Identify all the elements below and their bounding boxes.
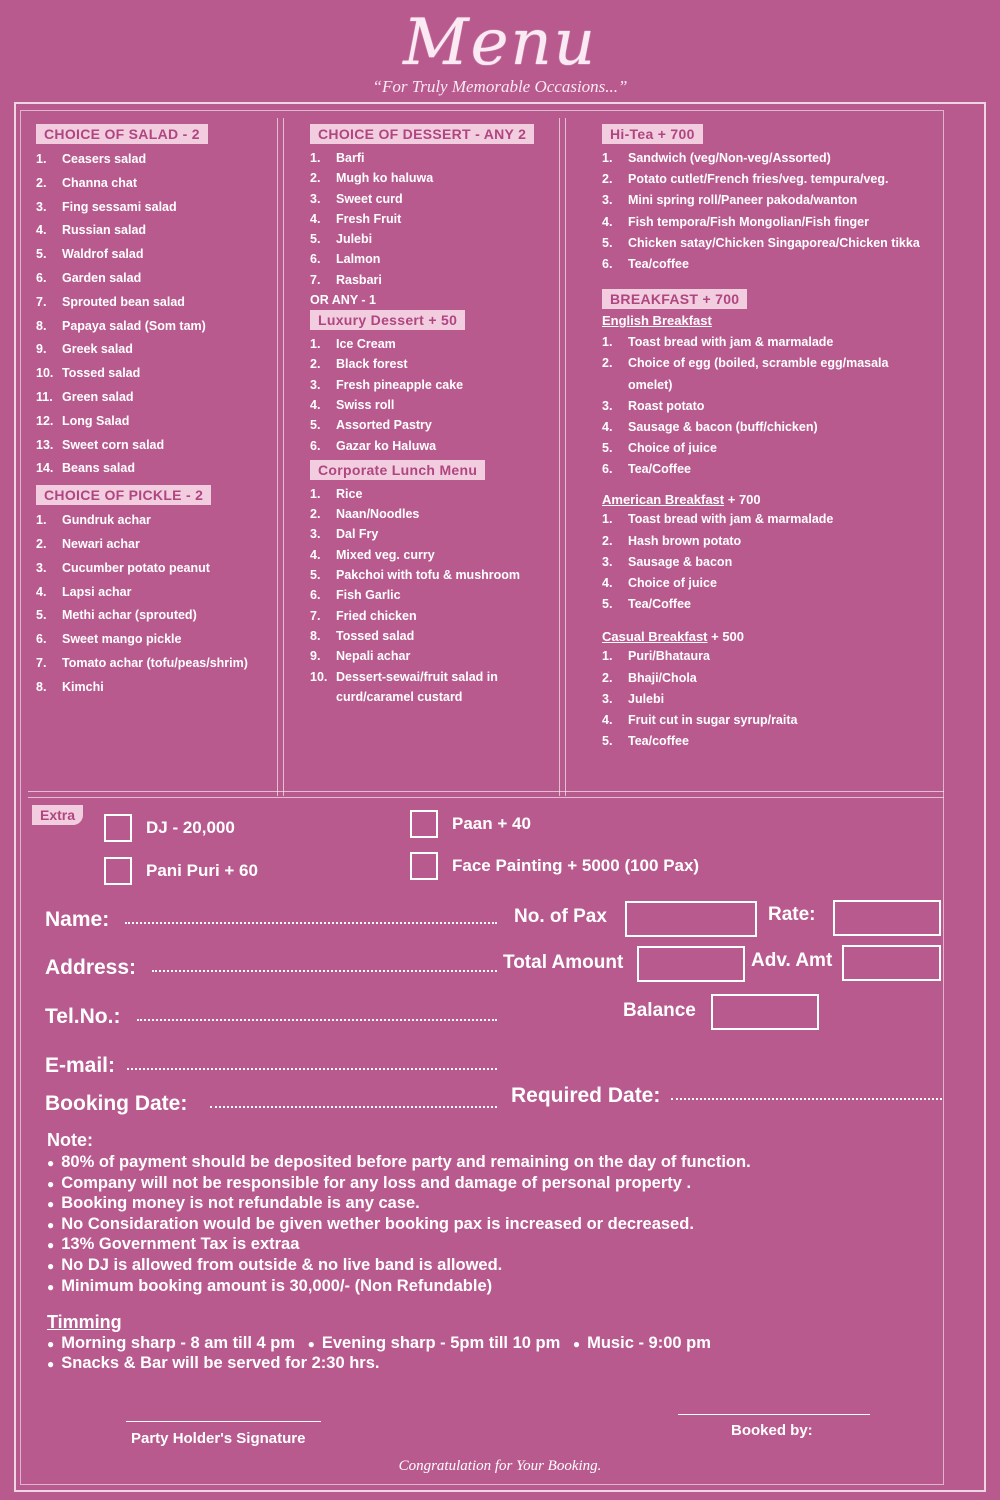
item-number: 5. bbox=[310, 418, 321, 433]
list-item bbox=[602, 169, 942, 190]
extra-dj bbox=[104, 814, 235, 842]
item-text: Fresh Fruit bbox=[336, 211, 402, 226]
item-number: 2. bbox=[310, 507, 321, 522]
item-text: Gundruk achar bbox=[62, 513, 151, 528]
email-field[interactable] bbox=[127, 1066, 497, 1070]
item-number: 4. bbox=[602, 576, 613, 590]
list-item bbox=[602, 190, 942, 211]
item-text: Ceasers salad bbox=[62, 152, 147, 166]
item-text: Swiss roll bbox=[336, 397, 395, 412]
note-heading: Note: bbox=[47, 1130, 93, 1150]
list-item bbox=[310, 395, 560, 415]
item-text: Ice Cream bbox=[336, 337, 396, 352]
item-number: 5. bbox=[602, 734, 613, 749]
list-item bbox=[36, 148, 274, 172]
list-item bbox=[36, 196, 274, 220]
item-number: 3. bbox=[310, 191, 321, 206]
casual-breakfast-price: + 500 bbox=[711, 629, 745, 645]
item-text: Nepali achar bbox=[336, 649, 411, 664]
list-item bbox=[36, 604, 274, 628]
salad-list bbox=[36, 148, 274, 481]
pani-puri-label: Pani Puri + 60 bbox=[146, 861, 258, 880]
item-text: Gazar ko Haluwa bbox=[336, 438, 437, 453]
item-text: Chicken satay/Chicken Singaporea/Chicken tikka bbox=[628, 235, 920, 250]
item-text: Naan/Noodles bbox=[336, 507, 420, 522]
column-divider bbox=[277, 118, 284, 796]
total-amount-box[interactable] bbox=[637, 946, 745, 982]
item-text: Lalmon bbox=[336, 252, 381, 267]
list-item bbox=[36, 267, 274, 291]
item-number: 1. bbox=[602, 335, 613, 350]
item-text: Mini spring roll/Paneer pakoda/wanton bbox=[628, 193, 858, 208]
breakfast-heading: BREAKFAST + 700 bbox=[602, 289, 747, 309]
salad-heading: CHOICE OF SALAD - 2 bbox=[36, 124, 208, 144]
item-text: Sausage & bacon bbox=[628, 554, 733, 569]
list-item bbox=[310, 545, 560, 565]
item-number: 1. bbox=[310, 151, 321, 165]
list-item bbox=[36, 386, 274, 410]
menu-header bbox=[0, 5, 1000, 97]
timing-morning: ● Morning sharp - 8 am till 4 pm bbox=[47, 1334, 295, 1352]
paan-checkbox[interactable] bbox=[410, 810, 438, 838]
hi-tea-heading: Hi-Tea + 700 bbox=[602, 124, 703, 144]
item-number: 5. bbox=[602, 597, 613, 612]
item-text: Russian salad bbox=[62, 223, 147, 238]
timing-snacks: ● Snacks & Bar will be served for 2:30 hrs. bbox=[47, 1354, 379, 1372]
party-holder-signature-label: Party Holder's Signature bbox=[131, 1430, 306, 1447]
item-number: 1. bbox=[310, 337, 321, 352]
list-item bbox=[310, 209, 560, 229]
item-text: Fish tempora/Fish Mongolian/Fish finger bbox=[628, 214, 869, 229]
item-number: 6. bbox=[602, 462, 613, 477]
list-item bbox=[602, 689, 942, 710]
name-field[interactable] bbox=[125, 920, 497, 924]
item-text: Tea/coffee bbox=[628, 734, 689, 749]
item-number: 2. bbox=[602, 356, 613, 371]
item-number: 2. bbox=[36, 175, 47, 190]
item-number: 7. bbox=[310, 608, 321, 623]
list-item bbox=[36, 410, 274, 434]
item-text: Fing sessami salad bbox=[62, 199, 177, 214]
item-text: Green salad bbox=[62, 389, 134, 404]
item-number: 2. bbox=[602, 172, 613, 187]
list-item bbox=[310, 524, 560, 544]
item-number: 7. bbox=[36, 655, 47, 670]
adv-amt-box[interactable] bbox=[842, 945, 941, 981]
american-breakfast-header bbox=[602, 492, 942, 507]
item-text: curd/caramel custard bbox=[336, 689, 463, 704]
list-item bbox=[602, 233, 942, 254]
list-item bbox=[310, 270, 560, 290]
item-number: 3. bbox=[602, 398, 613, 413]
list-item bbox=[310, 354, 560, 374]
item-text: Choice of egg (boiled, scramble egg/masala bbox=[628, 356, 889, 371]
list-item bbox=[310, 148, 560, 168]
tel-label: Tel.No.: bbox=[45, 1005, 121, 1028]
list-item bbox=[602, 417, 942, 438]
list-item bbox=[36, 172, 274, 196]
list-item bbox=[602, 573, 942, 594]
pani-puri-checkbox[interactable] bbox=[104, 857, 132, 885]
extra-face-painting bbox=[410, 852, 699, 880]
item-number: 5. bbox=[36, 608, 47, 623]
item-text: Dessert-sewai/fruit salad in bbox=[336, 669, 498, 684]
list-item bbox=[310, 626, 560, 646]
booked-by-label: Booked by: bbox=[731, 1422, 813, 1439]
face-painting-checkbox[interactable] bbox=[410, 852, 438, 880]
timing-line bbox=[47, 1334, 719, 1353]
item-text: Tea/coffee bbox=[628, 256, 689, 271]
dessert-heading: CHOICE OF DESSERT - ANY 2 bbox=[310, 124, 534, 144]
item-number: 14. bbox=[36, 461, 54, 476]
adv-amt-label: Adv. Amt bbox=[751, 950, 833, 971]
item-number: 11. bbox=[36, 389, 53, 404]
booking-date-label: Booking Date: bbox=[45, 1092, 188, 1115]
list-item bbox=[36, 557, 274, 581]
name-label: Name: bbox=[45, 908, 110, 931]
item-number: 4. bbox=[36, 223, 47, 238]
item-number: 4. bbox=[36, 584, 47, 599]
item-number: 3. bbox=[310, 527, 321, 542]
list-item bbox=[310, 606, 560, 626]
item-number: 6. bbox=[36, 270, 47, 285]
list-item bbox=[310, 504, 560, 524]
luxury-dessert-heading: Luxury Dessert + 50 bbox=[310, 310, 465, 330]
item-text: Tossed salad bbox=[62, 366, 141, 381]
list-item bbox=[36, 315, 274, 339]
list-item bbox=[36, 362, 274, 386]
rate-box[interactable] bbox=[833, 900, 941, 936]
list-item bbox=[310, 667, 560, 687]
address-field[interactable] bbox=[152, 968, 497, 972]
item-number: 4. bbox=[310, 211, 321, 226]
corporate-lunch-list bbox=[310, 484, 560, 707]
casual-breakfast-header bbox=[602, 629, 942, 644]
item-text: Sausage & bacon (buff/chicken) bbox=[628, 419, 818, 434]
item-text: Bhaji/Chola bbox=[628, 670, 697, 685]
item-number: 3. bbox=[602, 691, 613, 706]
item-number: 3. bbox=[36, 560, 47, 575]
note-item: ● Booking money is not refundable is any case. bbox=[47, 1193, 751, 1214]
list-item bbox=[310, 375, 560, 395]
list-item bbox=[36, 219, 274, 243]
item-number bbox=[602, 375, 628, 396]
required-date-label: Required Date: bbox=[511, 1084, 661, 1107]
item-text: Julebi bbox=[628, 691, 665, 706]
item-number: 6. bbox=[310, 252, 321, 267]
note-item: ● No DJ is allowed from outside & no live band is allowed. bbox=[47, 1255, 751, 1276]
item-number: 8. bbox=[36, 318, 47, 333]
dessert-list bbox=[310, 148, 560, 290]
list-item bbox=[310, 585, 560, 605]
item-number: 4. bbox=[602, 214, 613, 229]
item-number: 9. bbox=[310, 649, 321, 664]
casual-breakfast-title: Casual Breakfast bbox=[602, 629, 708, 645]
list-item bbox=[36, 291, 274, 315]
item-text: Mugh ko haluwa bbox=[336, 171, 434, 186]
item-number: 1. bbox=[602, 151, 613, 165]
item-number: 6. bbox=[310, 588, 321, 603]
item-number: 5. bbox=[602, 441, 613, 456]
item-number: 10. bbox=[36, 366, 54, 381]
item-text: Fresh pineapple cake bbox=[336, 377, 464, 392]
paan-label: Paan + 40 bbox=[452, 814, 531, 833]
item-text: Tea/Coffee bbox=[628, 597, 691, 612]
list-item bbox=[602, 710, 942, 731]
note-item: ● Minimum booking amount is 30,000/- (Non Refundable) bbox=[47, 1276, 751, 1297]
item-text: Assorted Pastry bbox=[336, 418, 432, 433]
item-number: 1. bbox=[602, 649, 613, 664]
item-text: Mixed veg. curry bbox=[336, 547, 435, 562]
list-item bbox=[310, 415, 560, 435]
item-number: 10. bbox=[310, 669, 328, 684]
balance-box[interactable] bbox=[711, 994, 819, 1030]
list-item bbox=[310, 436, 560, 456]
item-number: 12. bbox=[36, 413, 54, 428]
item-number: 8. bbox=[310, 628, 321, 643]
item-text: Lapsi achar bbox=[62, 584, 132, 599]
item-number: 2. bbox=[602, 533, 613, 548]
total-amount-label: Total Amount bbox=[503, 952, 624, 973]
item-text: Dal Fry bbox=[336, 527, 379, 542]
list-item bbox=[602, 375, 942, 396]
item-text: Cucumber potato peanut bbox=[62, 560, 210, 575]
item-number: 4. bbox=[310, 547, 321, 562]
menu-title: Menu bbox=[403, 6, 597, 80]
item-text: Garden salad bbox=[62, 270, 142, 285]
extra-paan bbox=[410, 810, 531, 838]
pickle-list bbox=[36, 509, 274, 699]
item-number: 5. bbox=[310, 568, 321, 583]
list-item bbox=[602, 353, 942, 374]
item-number: 5. bbox=[310, 232, 321, 247]
item-text: Roast potato bbox=[628, 398, 705, 413]
list-item bbox=[602, 731, 942, 752]
note-list bbox=[47, 1152, 751, 1296]
timing-music: ● Music - 9:00 pm bbox=[573, 1334, 711, 1352]
item-number: 4. bbox=[602, 712, 613, 727]
list-item bbox=[36, 509, 274, 533]
list-item bbox=[310, 189, 560, 209]
timing-evening: ● Evening sharp - 5pm till 10 pm bbox=[308, 1334, 561, 1352]
item-text: Tea/Coffee bbox=[628, 462, 691, 477]
item-number: 8. bbox=[36, 679, 47, 694]
list-item bbox=[36, 628, 274, 652]
list-item bbox=[602, 396, 942, 417]
item-text: Sweet corn salad bbox=[62, 437, 165, 452]
english-breakfast-list bbox=[602, 332, 942, 480]
list-item bbox=[36, 652, 274, 676]
column-tea-breakfast bbox=[602, 120, 942, 795]
list-item bbox=[602, 668, 942, 689]
column-divider bbox=[559, 118, 566, 796]
list-item bbox=[602, 212, 942, 233]
item-text: Toast bread with jam & marmalade bbox=[628, 335, 834, 350]
item-text: Black forest bbox=[336, 357, 408, 372]
item-text: Methi achar (sprouted) bbox=[62, 608, 197, 623]
list-item bbox=[36, 533, 274, 557]
dessert-or-any: OR ANY - 1 bbox=[310, 293, 376, 308]
item-number: 3. bbox=[310, 377, 321, 392]
item-text: Papaya salad (Som tam) bbox=[62, 318, 206, 333]
list-item bbox=[602, 438, 942, 459]
item-number: 2. bbox=[36, 536, 47, 551]
item-text: Fish Garlic bbox=[336, 588, 401, 603]
corporate-lunch-heading: Corporate Lunch Menu bbox=[310, 460, 485, 480]
item-text: Fried chicken bbox=[336, 608, 417, 623]
pax-box[interactable] bbox=[625, 901, 757, 937]
list-item bbox=[310, 168, 560, 188]
item-number: 6. bbox=[602, 256, 613, 271]
item-text: Barfi bbox=[336, 151, 365, 165]
list-item bbox=[36, 243, 274, 267]
item-number: 1. bbox=[602, 512, 613, 527]
list-item bbox=[602, 332, 942, 353]
item-text: Sandwich (veg/Non-veg/Assorted) bbox=[628, 151, 831, 165]
item-text: Hash brown potato bbox=[628, 533, 742, 548]
list-item bbox=[602, 646, 942, 667]
list-item bbox=[310, 565, 560, 585]
list-item bbox=[602, 531, 942, 552]
item-number: 7. bbox=[36, 294, 47, 309]
item-text: Sweet curd bbox=[336, 191, 403, 206]
item-number: 6. bbox=[36, 632, 47, 647]
list-item bbox=[602, 254, 942, 275]
footer-message: Congratulation for Your Booking. bbox=[398, 1458, 602, 1474]
required-date-field[interactable] bbox=[671, 1096, 942, 1100]
list-item bbox=[36, 457, 274, 481]
note-item: ● 13% Government Tax is extraa bbox=[47, 1234, 751, 1255]
note-item: ● Company will not be responsible for any loss and damage of personal property . bbox=[47, 1173, 751, 1194]
item-number: 2. bbox=[310, 171, 321, 186]
item-text: Sprouted bean salad bbox=[62, 294, 185, 309]
list-item bbox=[602, 509, 942, 530]
email-label: E-mail: bbox=[45, 1054, 116, 1077]
item-text: Rice bbox=[336, 486, 363, 501]
item-text: Choice of juice bbox=[628, 441, 717, 456]
list-item bbox=[602, 552, 942, 573]
list-item bbox=[602, 594, 942, 615]
timing-heading: Timming bbox=[47, 1312, 122, 1332]
item-number: 4. bbox=[602, 419, 613, 434]
list-item bbox=[602, 459, 942, 480]
section-divider bbox=[28, 791, 944, 798]
american-breakfast-price: + 700 bbox=[727, 492, 761, 508]
rate-label: Rate: bbox=[768, 904, 816, 925]
item-text: Toast bread with jam & marmalade bbox=[628, 512, 834, 527]
english-breakfast-title: English Breakfast bbox=[602, 313, 712, 329]
extra-label: Extra bbox=[32, 805, 83, 825]
timing-snacks-line bbox=[47, 1354, 387, 1373]
item-number: 1. bbox=[36, 513, 47, 528]
item-text: Puri/Bhataura bbox=[628, 649, 710, 664]
list-item bbox=[310, 334, 560, 354]
column-salad-pickle bbox=[36, 120, 274, 795]
item-text: Waldrof salad bbox=[62, 247, 144, 262]
item-number: 5. bbox=[36, 247, 47, 262]
list-item bbox=[602, 148, 942, 169]
casual-breakfast-list bbox=[602, 646, 942, 752]
item-number: 3. bbox=[602, 193, 613, 208]
dj-label: DJ - 20,000 bbox=[146, 818, 235, 837]
menu-tagline: “For Truly Memorable Occasions...” bbox=[372, 77, 628, 96]
luxury-dessert-list bbox=[310, 334, 560, 456]
note-item: ● No Considaration would be given wether booking pax is increased or decreased. bbox=[47, 1214, 751, 1235]
list-item bbox=[310, 484, 560, 504]
balance-label: Balance bbox=[623, 1000, 696, 1021]
item-text: Julebi bbox=[336, 232, 373, 247]
item-number: 7. bbox=[310, 272, 321, 287]
item-text: Rasbari bbox=[336, 272, 382, 287]
dj-checkbox[interactable] bbox=[104, 814, 132, 842]
item-number bbox=[310, 687, 336, 707]
column-dessert-lunch bbox=[310, 120, 560, 795]
item-number: 6. bbox=[310, 438, 321, 453]
american-breakfast-list bbox=[602, 509, 942, 615]
party-signature-line bbox=[126, 1421, 321, 1422]
item-text: omelet) bbox=[628, 377, 673, 392]
item-text: Tossed salad bbox=[336, 628, 415, 643]
item-number: 3. bbox=[36, 199, 47, 214]
list-item bbox=[36, 434, 274, 458]
extra-pani-puri bbox=[104, 857, 258, 885]
item-text: Channa chat bbox=[62, 175, 138, 190]
item-text: Pakchoi with tofu & mushroom bbox=[336, 568, 521, 583]
item-number: 1. bbox=[310, 486, 321, 501]
item-text: Long Salad bbox=[62, 413, 130, 428]
list-item bbox=[310, 687, 560, 707]
list-item bbox=[36, 581, 274, 605]
item-number: 5. bbox=[602, 235, 613, 250]
item-text: Kimchi bbox=[62, 679, 104, 694]
item-text: Sweet mango pickle bbox=[62, 632, 182, 647]
address-label: Address: bbox=[45, 956, 137, 979]
item-text: Tomato achar (tofu/peas/shrim) bbox=[62, 655, 248, 670]
item-number: 2. bbox=[602, 670, 613, 685]
pax-label: No. of Pax bbox=[514, 906, 607, 927]
list-item bbox=[310, 229, 560, 249]
list-item bbox=[310, 646, 560, 666]
item-text: Fruit cut in sugar syrup/raita bbox=[628, 712, 798, 727]
list-item bbox=[310, 249, 560, 269]
note-item: ● 80% of payment should be deposited before party and remaining on the day of function. bbox=[47, 1152, 751, 1173]
item-number: 3. bbox=[602, 554, 613, 569]
item-number: 2. bbox=[310, 357, 321, 372]
item-text: Newari achar bbox=[62, 536, 140, 551]
item-number: 9. bbox=[36, 342, 47, 357]
face-painting-label: Face Painting + 5000 (100 Pax) bbox=[452, 856, 700, 875]
item-text: Beans salad bbox=[62, 461, 135, 476]
booked-by-line bbox=[678, 1414, 870, 1415]
item-text: Greek salad bbox=[62, 342, 133, 357]
list-item bbox=[36, 338, 274, 362]
booking-date-field[interactable] bbox=[210, 1104, 497, 1108]
item-text: Potato cutlet/French fries/veg. tempura/veg. bbox=[628, 172, 889, 187]
item-number: 4. bbox=[310, 397, 321, 412]
item-text: Choice of juice bbox=[628, 576, 717, 590]
item-number: 1. bbox=[36, 152, 47, 166]
tel-field[interactable] bbox=[137, 1017, 497, 1021]
pickle-heading: CHOICE OF PICKLE - 2 bbox=[36, 485, 211, 505]
hi-tea-list bbox=[602, 148, 942, 275]
list-item bbox=[36, 676, 274, 700]
american-breakfast-title: American Breakfast bbox=[602, 492, 725, 508]
item-number: 13. bbox=[36, 437, 54, 452]
